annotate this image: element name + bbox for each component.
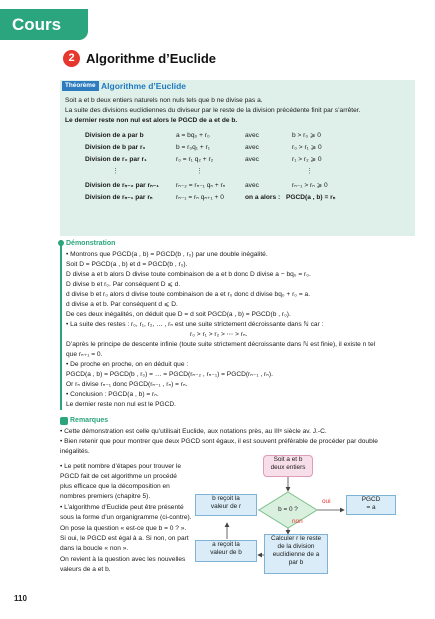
- ellipsis-mark: ⋮: [306, 168, 313, 175]
- remark-line: • Cette démonstration est celle qu’utilisait Euclide, aux notations près, au IIIᵉ siècle av. J.-C.: [60, 428, 327, 435]
- demo-line: d divise b et r₀ alors d divise toute combinaison de a et r₀ donc d divise bq₀ + r₀ = a.: [66, 291, 311, 298]
- table-cell: Division de rₙ₋₂ par rₙ₋₁: [85, 182, 159, 189]
- decision-text: b = 0 ?: [278, 506, 298, 513]
- demo-line: D’après le principe de descente infinie (toute suite strictement décroissante dans ℕ est finie), il existe n tel: [66, 341, 376, 348]
- chapter-tab: Cours: [0, 9, 88, 40]
- demo-side-bar: [60, 240, 62, 410]
- demo-line: D divise b et r₀. Par conséquent D ⩽ d.: [66, 281, 181, 288]
- flow-text: Calculer r le reste: [270, 535, 322, 542]
- remark-left-line: • Le petit nombre d’étapes pour trouver le: [60, 463, 182, 470]
- remark-left-line: PGCD fait de cet algorithme un procédé: [60, 473, 177, 480]
- remark-left-line: On pose la question « est-ce que b = 0 ? ».: [60, 525, 187, 532]
- table-cell: r₁ > r₂ ⩾ 0: [292, 156, 322, 163]
- theorem-label: Théorème: [62, 81, 99, 91]
- table-cell: Division de a par b: [85, 132, 144, 139]
- theorem-line-2: La suite des divisions euclidiennes du diviseur par le reste de la division précédente finit par s’arrêter.: [65, 107, 361, 114]
- table-cell: rₙ₋₂ = rₙ₋₁ qₙ + rₙ: [176, 182, 226, 189]
- table-cell: PGCD(a , b) = rₙ: [286, 194, 336, 201]
- remark-left-line: dans la boucle « non ».: [60, 545, 129, 552]
- demo-line: • De proche en proche, on en déduit que :: [66, 361, 189, 368]
- ellipsis-mark: ⋮: [196, 168, 203, 175]
- remark-left-line: valeurs de a et b.: [60, 566, 111, 573]
- remark-left-line: • L’algorithme d’Euclide peut être présenté: [60, 504, 184, 511]
- demo-line: Or rₙ divise rₙ₋₁ donc PGCD(rₙ₋₁ , rₙ) = rₙ.: [66, 381, 188, 388]
- flow-text: Soit a et b: [273, 456, 303, 463]
- table-cell: on a alors :: [245, 194, 281, 201]
- yes-label: oui: [322, 498, 331, 505]
- theorem-name: Algorithme d’Euclide: [101, 81, 187, 91]
- remark-line: inégalités.: [60, 448, 90, 455]
- no-label: non: [292, 518, 303, 525]
- table-cell: avec: [245, 156, 259, 163]
- flow-text: deux entiers: [270, 464, 306, 471]
- flow-text: = a: [366, 504, 376, 511]
- table-cell: Division de b par r₀: [85, 144, 146, 151]
- table-cell: avec: [245, 182, 259, 189]
- demo-line: • La suite des restes : r₀, r₁, r₂, … , rₙ est une suite strictement décroissante dans ℕ car :: [66, 321, 324, 328]
- flow-text: PGCD: [361, 496, 381, 503]
- demo-line: D divise a et b alors D divise toute combinaison de a et b donc D divise a − bq₀ = r₀.: [66, 271, 311, 278]
- flow-compute-box: [264, 534, 328, 574]
- flow-text: a reçoit la: [212, 541, 240, 548]
- flow-start-box: [263, 455, 313, 477]
- remark-left-line: Si oui, le PGCD est égal à a. Si non, on part: [60, 535, 189, 542]
- demo-line: Le dernier reste non nul est le PGCD.: [66, 401, 176, 408]
- remarks-icon: [60, 417, 68, 425]
- flow-text: valeur de r: [210, 503, 242, 510]
- table-cell: rₙ₋₁ > rₙ ⩾ 0: [292, 182, 328, 189]
- flow-a-gets-b-box: [195, 540, 257, 562]
- table-cell: r₀ > r₁ ⩾ 0: [292, 144, 322, 151]
- flow-result-box: [346, 495, 396, 515]
- remark-left-line: plus efficace que la décomposition en: [60, 483, 170, 490]
- flow-text: euclidienne de a: [272, 551, 320, 558]
- flow-text: valeur de b: [210, 549, 242, 556]
- demo-line: • Conclusion : PGCD(a , b) = rₙ.: [66, 391, 159, 398]
- remark-left-line: On revient à la question avec les nouvelles: [60, 556, 186, 563]
- remarks-title: Remarques: [70, 417, 109, 424]
- page-number: 110: [14, 594, 27, 603]
- theorem-line-1: Soit a et b deux entiers naturels non nuls tels que b ne divise pas a.: [65, 97, 263, 104]
- demo-line: Soit D = PGCD(a , b) et d = PGCD(b , r₀).: [66, 261, 188, 268]
- remark-line: • Bien retenir que pour montrer que deux PGCD sont égaux, il est souvent préférable de procéder par double: [60, 438, 378, 445]
- section-number-badge: 2: [63, 50, 80, 67]
- flow-text: de la division: [277, 543, 315, 550]
- demo-title: Démonstration: [66, 240, 116, 247]
- flow-text: b reçoit la: [212, 495, 240, 502]
- table-cell: a = bq₀ + r₀: [176, 132, 210, 139]
- table-cell: b > r₀ ⩾ 0: [292, 132, 321, 139]
- remark-left-line: sous la forme d’un organigramme (ci-contre).: [60, 514, 192, 521]
- table-cell: b = r₀q₁ + r₁: [176, 144, 210, 151]
- flow-b-gets-r-box: [195, 494, 257, 516]
- table-cell: Division de r₀ par r₁: [85, 156, 147, 163]
- table-cell: Division de rₙ₋₁ par rₙ: [85, 194, 153, 201]
- table-cell: avec: [245, 132, 259, 139]
- flow-text: par b: [288, 559, 304, 566]
- demo-line: d divise a et b. Par conséquent d ⩽ D.: [66, 301, 178, 308]
- table-cell: r₀ = r₁ q₂ + r₂: [176, 156, 214, 163]
- ellipsis-mark: ⋮: [112, 168, 119, 175]
- demo-line: • Montrons que PGCD(a , b) = PGCD(b , r₀) par une double inégalité.: [66, 251, 268, 258]
- remark-left-line: nombres premiers (chapitre 5).: [60, 493, 151, 500]
- theorem-line-3: Le dernier reste non nul est alors le PGCD de a et de b.: [65, 117, 238, 124]
- demo-line: PGCD(a , b) = PGCD(b , r₀) = … = PGCD(rₙ₋₂ , rₙ₋₁) = PGCD(rₙ₋₁ , rₙ).: [66, 371, 273, 378]
- demo-line: De ces deux inégalités, on déduit que D = d soit PGCD(a , b) = PGCD(b , r₀).: [66, 311, 291, 318]
- table-cell: rₙ₋₁ = rₙ qₙ₊₁ + 0: [176, 194, 224, 201]
- demo-bullet-icon: [58, 240, 64, 246]
- section-title: Algorithme d’Euclide: [86, 51, 217, 66]
- demo-line: r₀ > r₁ > r₂ > ⋯ > rₙ.: [190, 331, 248, 338]
- table-cell: avec: [245, 144, 259, 151]
- demo-line: que rₙ₊₁ = 0.: [66, 351, 103, 358]
